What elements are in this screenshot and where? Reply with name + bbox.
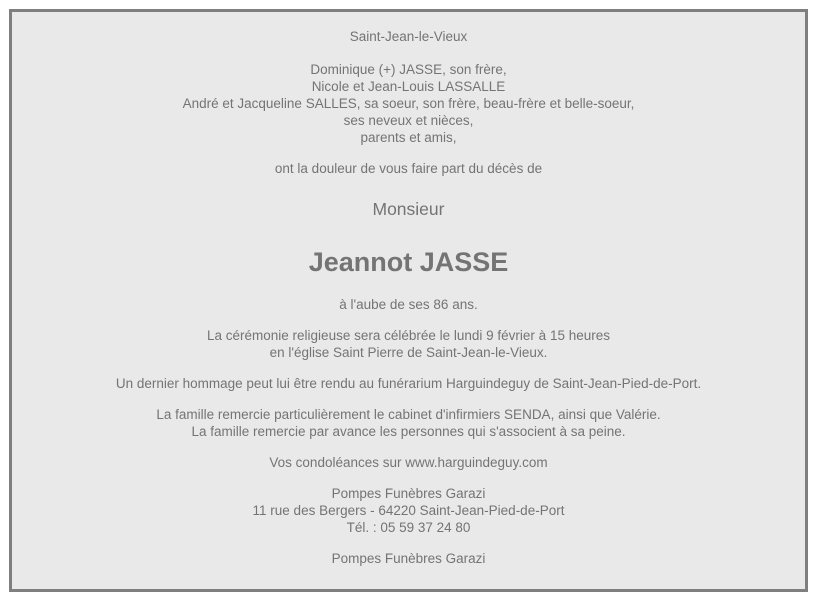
family-line: parents et amis,	[360, 130, 457, 145]
ceremony-line: en l'église Saint Pierre de Saint-Jean-le-Vieux.	[269, 345, 548, 360]
thanks-line: La famille remercie particulièrement le cabinet d'infirmiers SENDA, ainsi que Valérie.	[156, 407, 661, 422]
ceremony-info	[12, 327, 805, 361]
family-list	[12, 61, 805, 146]
family-line: Nicole et Jean-Louis LASSALLE	[311, 79, 506, 94]
thanks-text	[12, 406, 805, 440]
ceremony-line: La cérémonie religieuse sera célébrée le lundi 9 février à 15 heures	[207, 328, 610, 343]
funeral-home-phone: Tél. : 05 59 37 24 80	[346, 520, 471, 535]
place-name: Saint-Jean-le-Vieux	[349, 29, 468, 44]
thanks-line: La famille remercie par avance les personnes qui s'associent à sa peine.	[191, 424, 626, 439]
age-line: à l'aube de ses 86 ans.	[339, 297, 478, 312]
condolences-link-text: Vos condoléances sur www.harguindeguy.com	[269, 455, 548, 470]
deceased-name: Jeannot JASSE	[308, 247, 509, 277]
family-line: Dominique (+) JASSE, son frère,	[310, 62, 507, 77]
family-line: ses neveux et nièces,	[343, 113, 474, 128]
hommage-info: Un dernier hommage peut lui être rendu au funérarium Harguindeguy de Saint-Jean-Pied-de-Port.	[115, 376, 702, 391]
signature: Pompes Funèbres Garazi	[331, 551, 486, 566]
honorific-title: Monsieur	[372, 199, 445, 219]
family-line: André et Jacqueline SALLES, sa soeur, son frère, beau-frère et belle-soeur,	[182, 96, 635, 111]
funeral-home-name: Pompes Funèbres Garazi	[331, 486, 486, 501]
funeral-home-info	[12, 485, 805, 536]
obituary-notice	[9, 9, 808, 592]
announcement-intro: ont la douleur de vous faire part du décès de	[274, 161, 543, 176]
funeral-home-address: 11 rue des Bergers - 64220 Saint-Jean-Pied-de-Port	[252, 503, 565, 518]
